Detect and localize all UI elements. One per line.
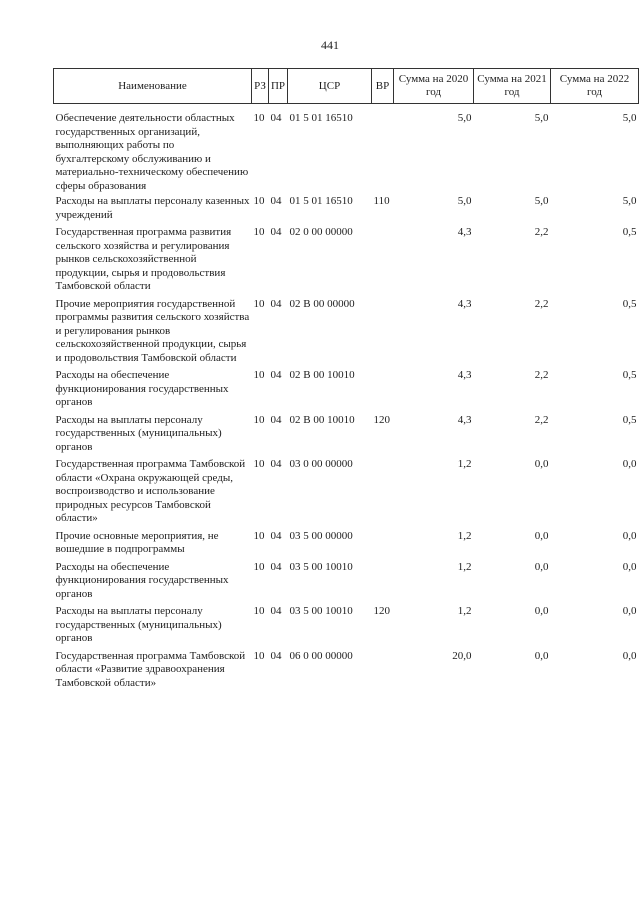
cell-csr: 03 5 00 10010	[289, 560, 353, 573]
cell-rz: 10	[253, 458, 265, 470]
cell-pr: 04	[270, 226, 282, 238]
cell-csr: 06 0 00 00000	[289, 649, 353, 662]
cell-csr: 03 0 00 00000	[289, 458, 353, 470]
table-row	[54, 365, 639, 410]
cell-sum-2022: 5,0	[622, 112, 637, 124]
cell-sum-2022: 0,0	[622, 649, 637, 662]
header-sum-2021: Сумма на 2021 год	[474, 69, 551, 104]
cell-sum-2021: 0,0	[534, 649, 549, 662]
cell-csr: 01 5 01 16510	[289, 195, 353, 207]
cell-sum-2021: 0,0	[534, 458, 549, 470]
table-row	[54, 557, 639, 602]
cell-sum-2021: 2,2	[534, 369, 549, 381]
table-row	[54, 526, 639, 557]
header-sum-2022: Сумма на 2022 год	[551, 69, 639, 104]
cell-sum-2021: 0,0	[534, 529, 549, 542]
cell-sum-2020: 4,3	[457, 369, 472, 381]
table-body	[54, 104, 639, 691]
table-row	[54, 646, 639, 691]
cell-pr: 04	[270, 413, 282, 426]
cell-sum-2021: 0,0	[534, 560, 549, 573]
header-rz: РЗ	[252, 69, 269, 104]
cell-sum-2022: 0,0	[622, 560, 637, 573]
cell-sum-2022: 0,5	[622, 226, 637, 238]
cell-pr: 04	[270, 112, 282, 124]
cell-rz: 10	[253, 413, 265, 426]
table-row	[54, 294, 639, 366]
cell-rz: 10	[253, 297, 265, 310]
cell-rz: 10	[253, 649, 265, 662]
cell-sum-2022: 0,5	[622, 297, 637, 310]
cell-name: Прочие мероприятия государственной программы развития сельского хозяйства и регулирования рынков сельскохозяйственной продукции, сырья и продовольствия Тамбовской области	[55, 297, 250, 364]
cell-sum-2020: 20,0	[452, 649, 472, 662]
cell-sum-2020: 1,2	[457, 458, 472, 470]
cell-name: Расходы на обеспечение функционирования государственных органов	[55, 369, 229, 408]
cell-sum-2022: 0,0	[622, 458, 637, 470]
cell-sum-2020: 1,2	[457, 560, 472, 573]
cell-rz: 10	[253, 112, 265, 124]
header-pr: ПР	[269, 69, 288, 104]
cell-sum-2020: 1,2	[457, 605, 472, 617]
cell-rz: 10	[253, 560, 265, 573]
cell-sum-2021: 2,2	[534, 297, 549, 310]
cell-sum-2020: 4,3	[457, 413, 472, 426]
cell-pr: 04	[270, 605, 282, 617]
cell-sum-2020: 5,0	[457, 112, 472, 124]
table-row	[54, 104, 639, 194]
cell-sum-2020: 1,2	[457, 529, 472, 542]
cell-sum-2020: 5,0	[457, 195, 472, 207]
cell-name: Государственная программа Тамбовской области «Развитие здравоохранения Тамбовской области»	[55, 649, 246, 689]
table-header-row	[54, 69, 639, 104]
cell-name: Расходы на выплаты персоналу государственных (муниципальных) органов	[55, 413, 222, 453]
cell-name: Обеспечение деятельности областных государственных организаций, выполняющих работы по бухгалтерскому обслуживанию и материально-техническому обеспечению сферы образования	[55, 112, 249, 192]
cell-sum-2020: 4,3	[457, 226, 472, 238]
cell-rz: 10	[253, 195, 265, 207]
cell-sum-2021: 0,0	[534, 605, 549, 617]
cell-pr: 04	[270, 458, 282, 470]
cell-sum-2020: 4,3	[457, 297, 472, 310]
budget-table	[53, 68, 639, 690]
cell-csr: 02 В 00 10010	[289, 369, 355, 381]
cell-sum-2022: 5,0	[622, 195, 637, 207]
cell-vr: 120	[373, 605, 390, 617]
cell-sum-2022: 0,5	[622, 413, 637, 426]
cell-sum-2021: 2,2	[534, 226, 549, 238]
header-sum-2020: Сумма на 2020 год	[394, 69, 474, 104]
cell-csr: 01 5 01 16510	[289, 112, 353, 124]
cell-pr: 04	[270, 529, 282, 542]
cell-rz: 10	[253, 226, 265, 238]
cell-csr: 02 В 00 10010	[289, 413, 355, 426]
header-csr: ЦСР	[288, 69, 372, 104]
table-row	[54, 410, 639, 455]
cell-vr: 110	[373, 195, 390, 207]
cell-csr: 03 5 00 10010	[289, 605, 353, 617]
cell-pr: 04	[270, 369, 282, 381]
table-row	[54, 193, 639, 222]
cell-sum-2021: 5,0	[534, 195, 549, 207]
cell-csr: 02 В 00 00000	[289, 297, 355, 310]
cell-name: Расходы на обеспечение функционирования государственных органов	[55, 560, 229, 600]
cell-vr	[372, 294, 394, 366]
cell-pr: 04	[270, 649, 282, 662]
table-row	[54, 454, 639, 526]
cell-vr	[372, 557, 394, 602]
cell-name: Расходы на выплаты персоналу казенных учреждений	[55, 195, 250, 221]
cell-rz: 10	[253, 529, 265, 542]
table-row	[54, 601, 639, 646]
cell-name: Прочие основные мероприятия, не вошедшие в подпрограммы	[55, 529, 219, 555]
cell-pr: 04	[270, 297, 282, 310]
cell-pr: 04	[270, 560, 282, 573]
page-number: 441	[321, 38, 339, 52]
cell-csr: 03 5 00 00000	[289, 529, 353, 542]
cell-vr	[372, 104, 394, 194]
header-vr: ВР	[372, 69, 394, 104]
cell-csr: 02 0 00 00000	[289, 226, 353, 238]
cell-name: Государственная программа Тамбовской области «Охрана окружающей среды, воспроизводство и использование природных ресурсов Тамбовской области»	[55, 458, 246, 524]
cell-name: Государственная программа развития сельского хозяйства и регулирования рынков сельскохозяйственной продукции, сырья и продовольствия Тамбовской области	[55, 226, 232, 292]
cell-sum-2021: 5,0	[534, 112, 549, 124]
cell-vr	[372, 222, 394, 294]
cell-vr	[372, 526, 394, 557]
table-row	[54, 222, 639, 294]
cell-sum-2021: 2,2	[534, 413, 549, 426]
cell-rz: 10	[253, 369, 265, 381]
cell-name: Расходы на выплаты персоналу государственных (муниципальных) органов	[55, 605, 222, 644]
cell-vr: 120	[373, 413, 390, 426]
cell-rz: 10	[253, 605, 265, 617]
cell-vr	[372, 646, 394, 691]
cell-sum-2022: 0,0	[622, 529, 637, 542]
cell-sum-2022: 0,0	[622, 605, 637, 617]
cell-sum-2022: 0,5	[622, 369, 637, 381]
cell-pr: 04	[270, 195, 282, 207]
cell-vr	[372, 454, 394, 526]
header-name: Наименование	[54, 69, 252, 104]
cell-vr	[372, 365, 394, 410]
